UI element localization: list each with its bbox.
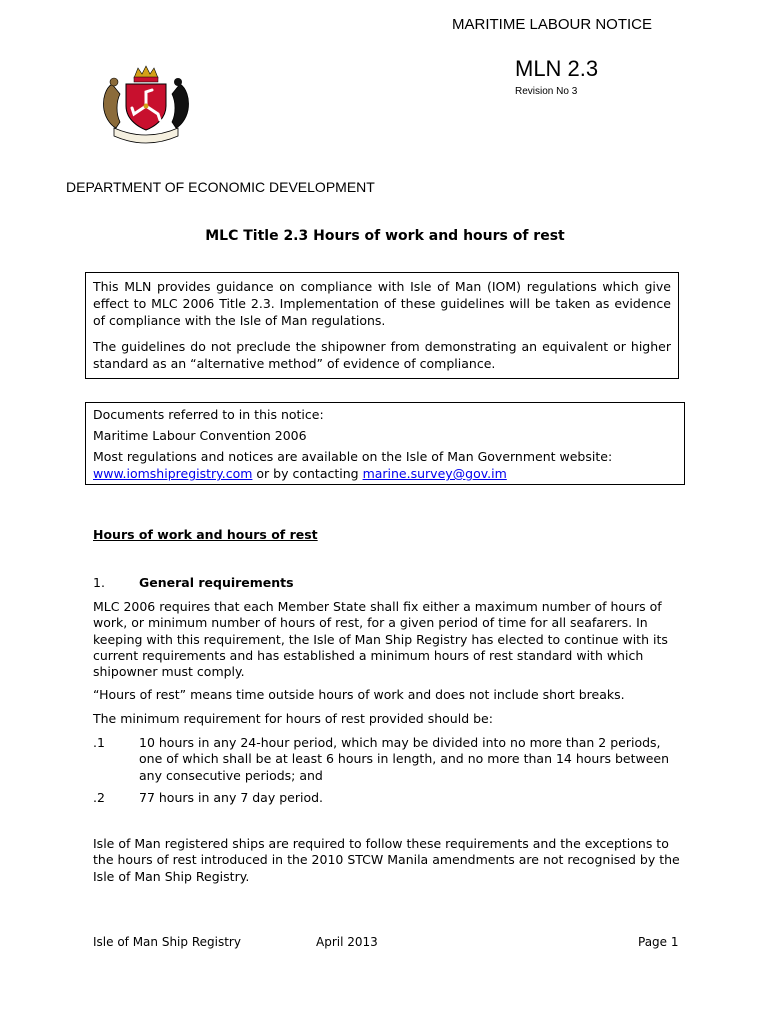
section-heading: Hours of work and hours of rest [93, 527, 318, 542]
regs-availability [93, 448, 677, 482]
requirements-paragraph-1: MLC 2006 requires that each Member State shall fix either a maximum number of hours of work, or minimum number of hours of rest, for a given period of time for all seafarers. In keeping with this requirement, the Isle of Man Ship Registry has elected to continue with its current requirements and has established a minimum hours of rest standard with which shipowner must comply. [93, 599, 668, 680]
revision-label: Revision No 3 [515, 86, 578, 97]
footer-date: April 2013 [316, 935, 378, 949]
intro-paragraph-1: This MLN provides guidance on compliance with Isle of Man (IOM) regulations which give effect to MLC 2006 Title 2.3. Implementation of these guidelines will be taken as evidence of compliance with the Isle of Man regulations. [93, 279, 671, 328]
email-link[interactable]: marine.survey@gov.im [362, 466, 507, 481]
intro-paragraph-2: The guidelines do not preclude the shipowner from demonstrating an equivalent or higher standard as an “alternative method” of evidence of compliance. [93, 339, 671, 371]
mln-number: MLN 2.3 [515, 56, 599, 81]
isle-of-man-crest-logo [94, 62, 198, 146]
page-number: Page 1 [638, 935, 679, 949]
list-item-number: .1 [93, 735, 105, 750]
requirement-title: General requirements [139, 575, 294, 590]
requirement-number: 1. [93, 575, 105, 590]
docs-heading: Documents referred to in this notice: [93, 407, 324, 422]
list-item-text: 10 hours in any 24-hour period, which may be divided into no more than 2 periods, one of which shall be at least 6 hours in length, and no more than 14 hours between any consecutive periods; and [139, 735, 670, 783]
website-link[interactable]: www.iomshipregistry.com [93, 466, 253, 481]
referenced-documents-box [85, 402, 685, 485]
docs-item: Maritime Labour Convention 2006 [93, 428, 307, 443]
notice-type-label: MARITIME LABOUR NOTICE [452, 16, 653, 33]
list-item-text: 77 hours in any 7 day period. [139, 790, 324, 805]
department-name: DEPARTMENT OF ECONOMIC DEVELOPMENT [66, 179, 375, 195]
requirements-paragraph-3: The minimum requirement for hours of rest provided should be: [93, 711, 493, 726]
list-item-number: .2 [93, 790, 105, 805]
intro-box [85, 272, 679, 379]
contact-text: or by contacting [252, 466, 363, 481]
requirements-paragraph-2: “Hours of rest” means time outside hours of work and does not include short breaks. [93, 687, 625, 702]
document-title: MLC Title 2.3 Hours of work and hours of rest [205, 228, 565, 244]
regs-text: Most regulations and notices are available on the Isle of Man Government website: [93, 449, 613, 464]
requirements-paragraph-4: Isle of Man registered ships are required to follow these requirements and the exceptions to the hours of rest introduced in the 2010 STCW Manila amendments are not recognised by the Isle of Man Ship Registry. [93, 836, 680, 884]
footer-organisation: Isle of Man Ship Registry [93, 935, 241, 949]
